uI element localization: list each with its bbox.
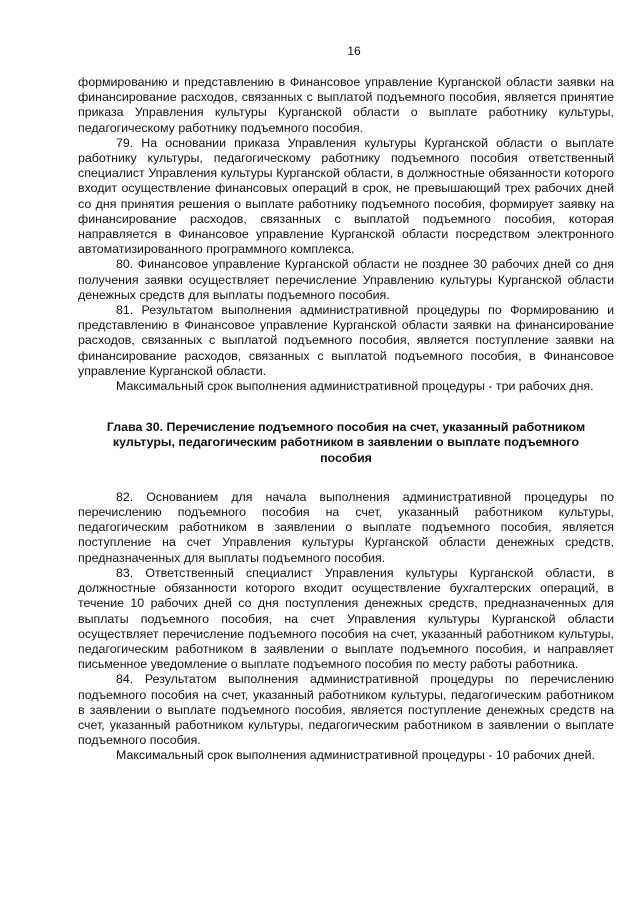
paragraph-max-term-2: Максимальный срок выполнения административной процедуры - 10 рабочих дней. (116, 748, 595, 763)
chapter-heading: Глава 30. Перечисление подъемного пособия на счет, указанный работником культуры, педагогическим работником в заявлении о выплате подъемного пособия (106, 420, 586, 465)
paragraph-80: 80. Финансовое управление Курганской области не позднее 30 рабочих дней со дня получения заявки осуществляет перечисление Управлению культуры Курганской области денежных средств для выплаты подъемного пособия. (78, 257, 614, 302)
page-number: 16 (347, 44, 361, 58)
section-top (78, 75, 614, 394)
paragraph-continuation: формированию и представлению в Финансовое управление Курганской области заявки на финансирование расходов, связанных с выплатой подъемного пособия, является принятие приказа Управления культуры Курганской области о выплате работнику культуры, педагогическому работнику подъемного пособия. (78, 75, 614, 135)
paragraph-81: 81. Результатом выполнения административной процедуры по Формированию и представлению в Финансовое управление Курганской области заявки на финансирование расходов, связанных с выплатой подъемного пособия, является поступление заявки на финансирование расходов, связанных с выплатой подъемного пособия, в Финансовое управление Курганской области. (78, 303, 614, 378)
paragraph-84: 84. Результатом выполнения административной процедуры по перечислению подъемного пособия на счет, указанный работником культуры, педагогическим работником в заявлении о выплате подъемного пособия, является поступление денежных средств на счет, указанный работником культуры, педагогическим работником в заявлении о выплате подъемного пособия. (78, 672, 614, 748)
paragraph-83: 83. Ответственный специалист Управления культуры Курганской области, в должностные обязанности которого входит осуществление бухгалтерских операций, в течение 10 рабочих дней со дня поступления денежных средств, предназначенных для выплаты подъемного пособия, на счет Управления культуры Курганской области осуществляет перечисление подъемного пособия на счет, указанный работником культуры, педагогическим работником в заявлении о выплате подъемного пособия, и направляет письменное уведомление о выплате подъемного пособия по месту работы работника. (78, 565, 614, 672)
section-bottom (78, 490, 614, 764)
paragraph-79: 79. На основании приказа Управления культуры Курганской области о выплате работнику культуры, педагогическому работнику подъемного пособия ответственный специалист Управления культуры Курганской области, в должностные обязанности которого входит осуществление финансовых операций в срок, не превышающий трех рабочих дней со дня принятия решения о выплате работнику подъемного пособия, формирует заявку на финансирование расходов, связанных с выплатой подъемного пособия, которая направляется в Финансовое управление Курганской области посредством электронного автоматизированного программного комплекса. (78, 135, 614, 257)
document-page (78, 44, 614, 764)
paragraph-max-term-1: Максимальный срок выполнения административной процедуры - три рабочих дня. (116, 379, 594, 394)
paragraph-82: 82. Основанием для начала выполнения административной процедуры по перечислению подъемного пособия на счет, указанный работником культуры, педагогическим работником в заявлении о выплате подъемного пособия, является поступление на счет Управления культуры Курганской области денежных средств, предназначенных для выплаты подъемного пособия. (78, 489, 614, 565)
